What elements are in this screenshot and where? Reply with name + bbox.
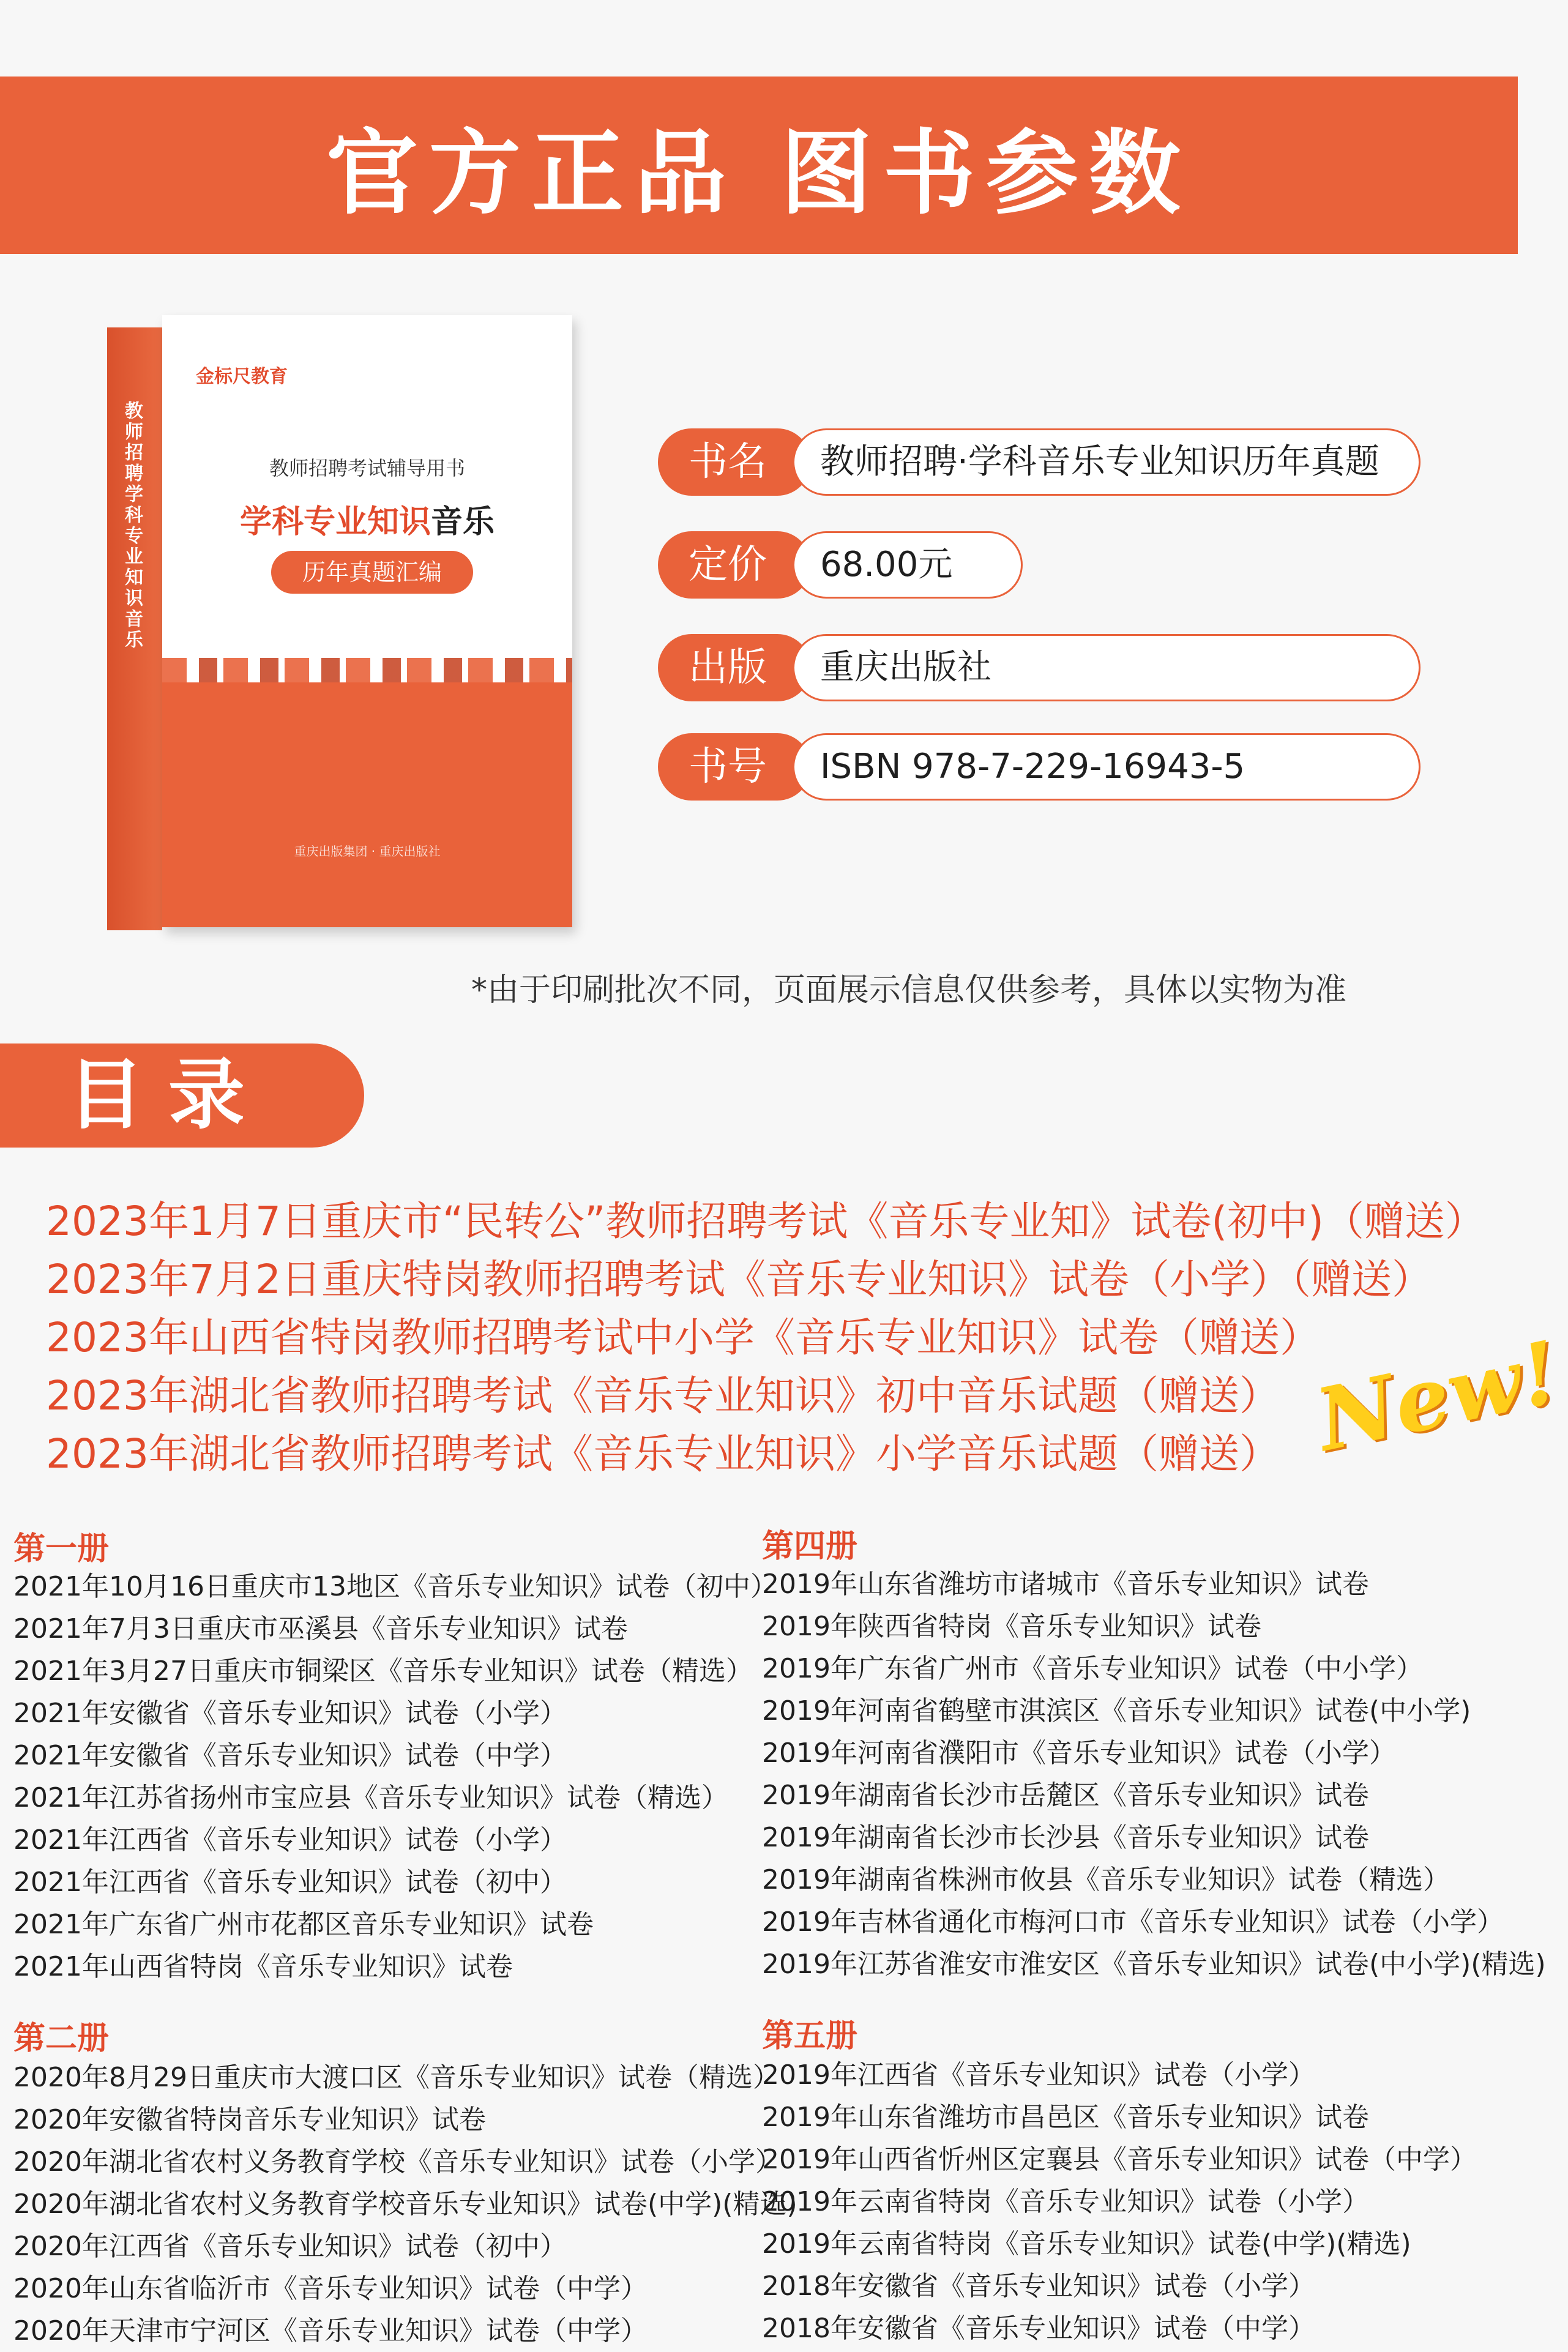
param-value: ISBN 978-7-229-16943-5 bbox=[793, 733, 1421, 801]
list-item: 2021年山西省特岗《音乐专业知识》试卷 bbox=[13, 1951, 513, 1982]
list-item: 2019年吉林省通化市梅河口市《音乐专业知识》试卷（小学） bbox=[762, 1906, 1504, 1938]
list-item: 2021年广东省广州市花都区音乐专业知识》试卷 bbox=[13, 1909, 594, 1940]
list-item: 2020年8月29日重庆市大渡口区《音乐专业知识》试卷（精选） bbox=[13, 2062, 780, 2093]
promo-line: 2023年7月2日重庆特岗教师招聘考试《音乐专业知识》试卷（小学）（赠送） bbox=[46, 1256, 1432, 1303]
book-subtitle-pill: 历年真题汇编 bbox=[271, 551, 473, 594]
book-cover-image bbox=[107, 315, 572, 930]
list-item: 2020年湖北省农村义务教育学校音乐专业知识》试卷(中学)(精选) bbox=[13, 2189, 797, 2220]
list-item: 2021年安徽省《音乐专业知识》试卷（小学） bbox=[13, 1698, 567, 1729]
promo-line: 2023年1月7日重庆市“民转公”教师招聘考试《音乐专业知》试卷(初中)（赠送） bbox=[46, 1198, 1485, 1245]
list-item: 2020年安徽省特岗音乐专业知识》试卷 bbox=[13, 2104, 486, 2135]
list-item: 2020年山东省临沂市《音乐专业知识》试卷（中学） bbox=[13, 2273, 648, 2304]
param-row-title bbox=[658, 428, 1420, 496]
volume-4-title: 第四册 bbox=[762, 1528, 858, 1565]
list-item: 2019年江西省《音乐专业知识》试卷（小学） bbox=[762, 2059, 1315, 2091]
param-value: 68.00元 bbox=[793, 531, 1023, 599]
param-value: 教师招聘·学科音乐专业知识历年真题 bbox=[793, 428, 1421, 496]
list-item: 2020年天津市宁河区《音乐专业知识》试卷（中学） bbox=[13, 2315, 648, 2346]
param-row-isbn bbox=[658, 733, 1420, 801]
book-stripe-decoration bbox=[162, 658, 572, 682]
book-front bbox=[162, 315, 572, 927]
param-row-price bbox=[658, 531, 1025, 599]
promo-line: 2023年山西省特岗教师招聘考试中小学《音乐专业知识》试卷（赠送） bbox=[46, 1314, 1320, 1361]
volume-2-list bbox=[13, 2056, 797, 2352]
book-title bbox=[162, 496, 572, 542]
banner-title: 官方正品 图书参数 bbox=[326, 121, 1192, 227]
param-label: 出版 bbox=[658, 634, 811, 701]
book-title-subject: 音乐 bbox=[431, 504, 495, 540]
volume-5-title: 第五册 bbox=[762, 2018, 858, 2055]
book-series: 教师招聘考试辅导用书 bbox=[269, 457, 465, 480]
list-item: 2019年山东省潍坊市昌邑区《音乐专业知识》试卷 bbox=[762, 2102, 1369, 2133]
list-item: 2021年安徽省《音乐专业知识》试卷（中学） bbox=[13, 1740, 567, 1771]
contents-title: 目录 bbox=[67, 1051, 269, 1140]
list-item: 2019年山东省潍坊市诸城市《音乐专业知识》试卷 bbox=[762, 1569, 1369, 1600]
list-item: 2021年10月16日重庆市13地区《音乐专业知识》试卷（初中） bbox=[13, 1571, 777, 1602]
new-badge: New! bbox=[1308, 1322, 1568, 1471]
list-item: 2019年湖南省长沙市长沙县《音乐专业知识》试卷 bbox=[762, 1822, 1369, 1853]
list-item: 2019年山西省忻州区定襄县《音乐专业知识》试卷（中学） bbox=[762, 2144, 1477, 2175]
list-item: 2019年湖南省株洲市攸县《音乐专业知识》试卷（精选） bbox=[762, 1864, 1450, 1895]
promo-line: 2023年湖北省教师招聘考试《音乐专业知识》小学音乐试题（赠送） bbox=[46, 1430, 1280, 1477]
book-spine bbox=[107, 327, 162, 930]
book-publisher: 重庆出版集团 · 重庆出版社 bbox=[294, 844, 441, 859]
param-label: 定价 bbox=[658, 531, 811, 599]
volume-2-title: 第二册 bbox=[13, 2020, 110, 2057]
list-item: 2021年3月27日重庆市铜梁区《音乐专业知识》试卷（精选） bbox=[13, 1656, 753, 1687]
disclaimer-note: *由于印刷批次不同，页面展示信息仅供参考，具体以实物为准 bbox=[471, 972, 1347, 1009]
param-value: 重庆出版社 bbox=[793, 634, 1421, 701]
list-item: 2018年安徽省《音乐专业知识》试卷（中学） bbox=[762, 2313, 1315, 2344]
list-item: 2019年广东省广州市《音乐专业知识》试卷（中小学） bbox=[762, 1653, 1423, 1684]
header-banner bbox=[0, 77, 1518, 254]
list-item: 2020年江西省《音乐专业知识》试卷（初中） bbox=[13, 2231, 567, 2262]
list-item: 2019年云南省特岗《音乐专业知识》试卷（小学） bbox=[762, 2186, 1369, 2217]
list-item: 2019年河南省鹤壁市淇滨区《音乐专业知识》试卷(中小学) bbox=[762, 1695, 1471, 1727]
book-title-main: 学科专业知识 bbox=[239, 504, 431, 540]
param-row-publisher bbox=[658, 634, 1420, 701]
volume-5-list bbox=[762, 2054, 1477, 2350]
list-item: 2021年江西省《音乐专业知识》试卷（初中） bbox=[13, 1867, 567, 1898]
list-item: 2019年河南省濮阳市《音乐专业知识》试卷（小学） bbox=[762, 1738, 1396, 1769]
volume-4-list bbox=[762, 1563, 1546, 1985]
promo-line: 2023年湖北省教师招聘考试《音乐专业知识》初中音乐试题（赠送） bbox=[46, 1372, 1280, 1419]
param-label: 书名 bbox=[658, 428, 811, 496]
list-item: 2021年7月3日重庆市巫溪县《音乐专业知识》试卷 bbox=[13, 1613, 628, 1645]
book-brand-logo: 金标尺教育 bbox=[196, 366, 288, 387]
contents-header bbox=[0, 1043, 364, 1148]
volume-1-title: 第一册 bbox=[13, 1531, 110, 1567]
list-item: 2021年江苏省扬州市宝应县《音乐专业知识》试卷（精选） bbox=[13, 1782, 728, 1813]
spine-text: 教师招聘学科专业知识音乐 bbox=[121, 401, 143, 651]
list-item: 2019年湖南省长沙市岳麓区《音乐专业知识》试卷 bbox=[762, 1780, 1369, 1811]
list-item: 2019年陕西省特岗《音乐专业知识》试卷 bbox=[762, 1611, 1261, 1642]
book-bottom-panel bbox=[162, 682, 572, 927]
list-item: 2020年湖北省农村义务教育学校《音乐专业知识》试卷（小学） bbox=[13, 2146, 782, 2178]
list-item: 2019年云南省特岗《音乐专业知识》试卷(中学)(精选) bbox=[762, 2228, 1411, 2260]
volume-1-list bbox=[13, 1566, 777, 1988]
list-item: 2021年江西省《音乐专业知识》试卷（小学） bbox=[13, 1824, 567, 1856]
param-label: 书号 bbox=[658, 733, 811, 801]
list-item: 2018年安徽省《音乐专业知识》试卷（小学） bbox=[762, 2271, 1315, 2302]
list-item: 2019年江苏省淮安市淮安区《音乐专业知识》试卷(中小学)(精选) bbox=[762, 1949, 1546, 1980]
